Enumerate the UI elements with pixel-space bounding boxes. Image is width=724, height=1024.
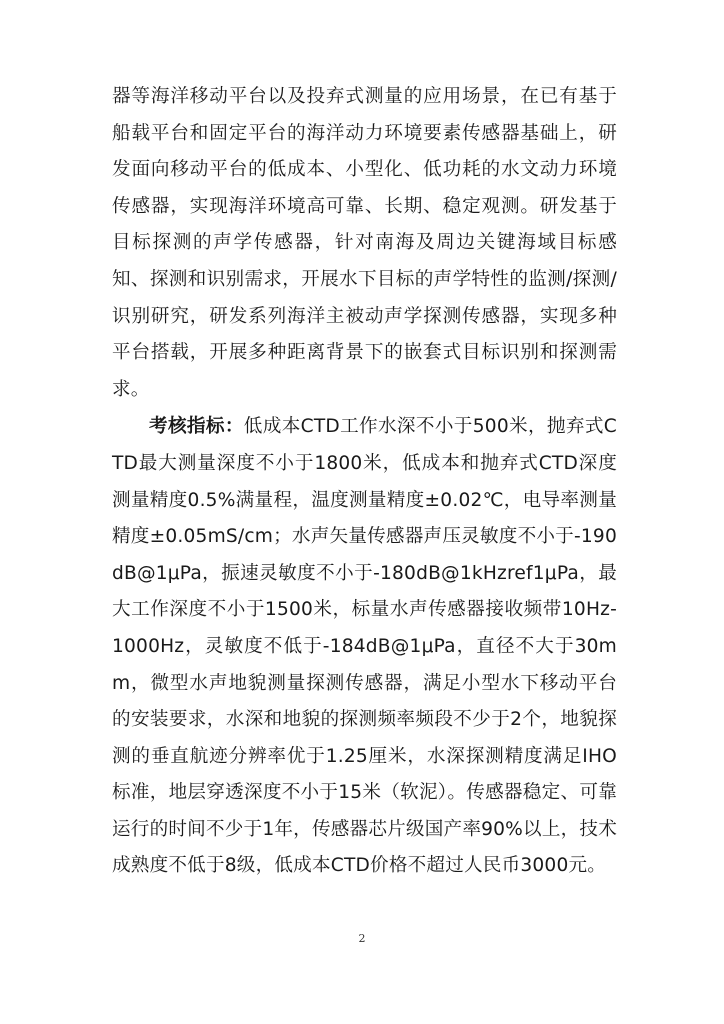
paragraph-background: 器等海洋移动平台以及投弃式测量的应用场景，在已有基于船载平台和固定平台的海洋动力环境要素传感器基础上，研发面向移动平台的低成本、小型化、低功耗的水文动力环境传感器，实现海洋环境高可靠、长期、稳定观测。研发基于目标探测的声学传感器，针对南海及周边关键海域目标感知、探测和识别需求，开展水下目标的声学特性的监测/探测/识别研究，研发系列海洋主被动声学探测传感器，实现多种平台搭载，开展多种距离背景下的嵌套式目标识别和探测需求。	[112, 86, 617, 400]
paragraph-assessment-indicators	[112, 409, 617, 885]
body-text	[112, 79, 617, 885]
assessment-indicators-label: 考核指标：	[149, 416, 244, 438]
page-number: 2	[358, 932, 366, 945]
assessment-indicators-text: 低成本CTD工作水深不小于500米，抛弃式CTD最大测量深度不小于1800米，低成本和抛弃式CTD深度测量精度0.5%满量程，温度测量精度±0.02℃，电导率测量精度±0.05mS/cm；水声矢量传感器声压灵敏度不小于-190dB@1μPa，振速灵敏度不小于-180dB@1kHzref1μPa，最大工作深度不小于1500米，标量水声传感器接收频带10Hz-1000Hz，灵敏度不低于-184dB@1μPa，直径不大于30mm，微型水声地貌测量探测传感器，满足小型水下移动平台的安装要求，水深和地貌的探测频率频段不少于2个，地貌探测的垂直航迹分辨率优于1.25厘米，水深探测精度满足IHO标准，地层穿透深度不小于15米（软泥）。传感器稳定、可靠运行的时间不少于1年，传感器芯片级国产率90%以上，技术成熟度不低于8级，低成本CTD价格不超过人民币3000元。	[112, 416, 618, 877]
